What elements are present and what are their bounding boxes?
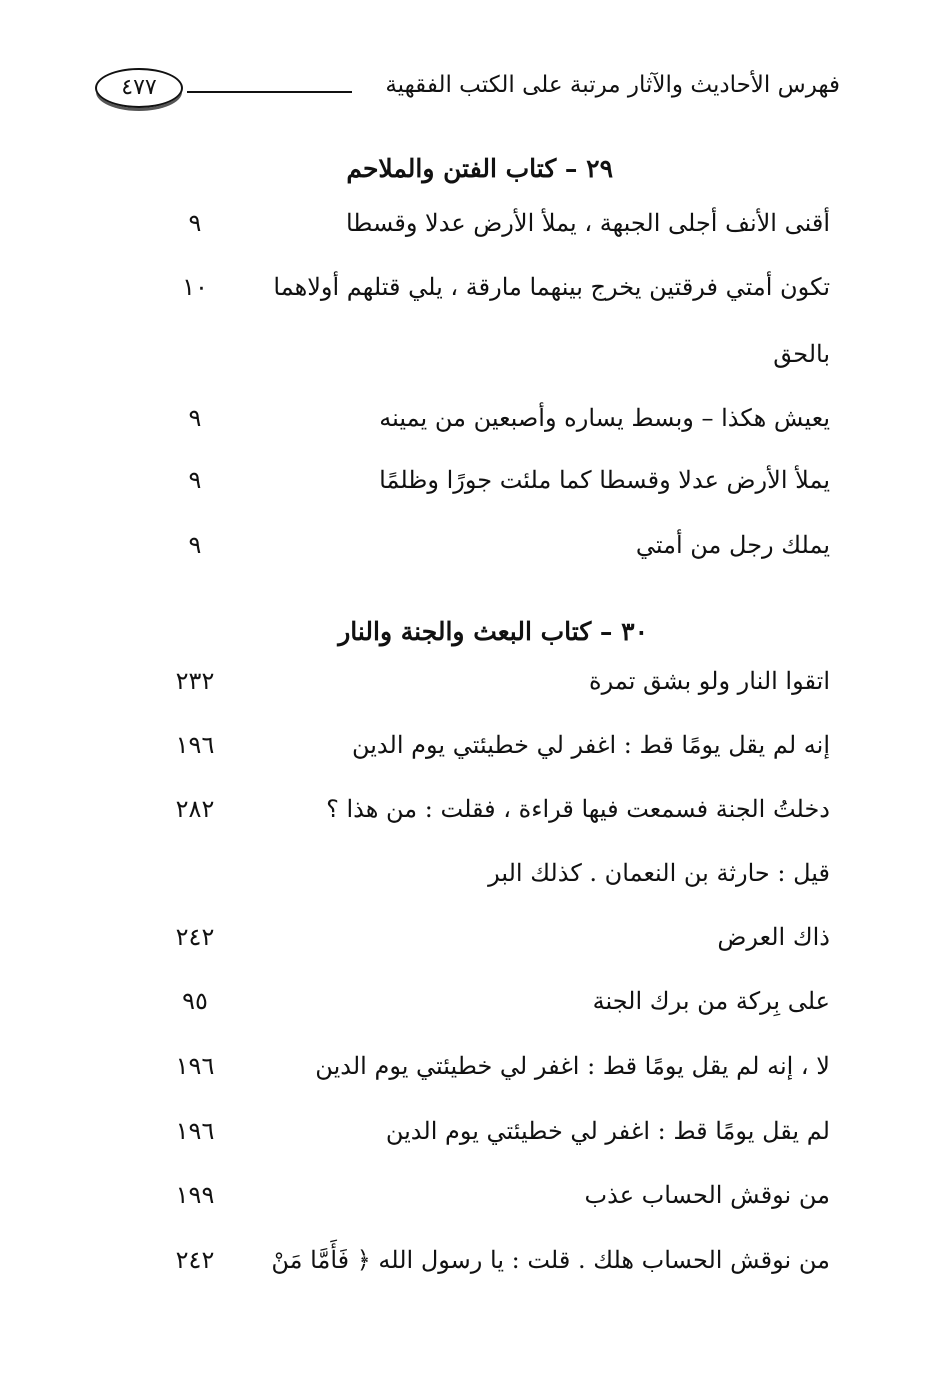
- entry-text: أقنى الأنف أجلى الجبهة ، يملأ الأرض عدلا وقسطا: [345, 209, 830, 237]
- entry-page-ref: ١٩٦: [175, 1052, 215, 1080]
- entry-page-ref: ١٠: [182, 273, 208, 301]
- entry-page-ref: ١٩٩: [175, 1181, 215, 1209]
- entry-text: ذاك العرض: [717, 923, 830, 951]
- entry-text: تكون أمتي فرقتين يخرج بينهما مارقة ، يلي قتلهم أولاهما: [273, 273, 830, 301]
- index-entry: [150, 340, 830, 384]
- entry-page-ref: ١٩٦: [175, 1117, 215, 1145]
- entry-text: يملأ الأرض عدلا وقسطا كما ملئت جورًا وظلمًا: [379, 466, 830, 494]
- index-entry: [150, 667, 830, 711]
- entry-page-ref: ١٩٦: [175, 731, 215, 759]
- page-number-badge: ٤٧٧: [95, 68, 183, 108]
- entry-text: يملك رجل من أمتي: [635, 531, 830, 559]
- entry-page-ref: ٩٥: [182, 987, 208, 1015]
- index-entry: [150, 1052, 830, 1096]
- entry-text: إنه لم يقل يومًا قط : اغفر لي خطيئتي يوم الدين: [351, 731, 830, 759]
- header-rule: [187, 91, 352, 93]
- entry-text: على بِركة من برك الجنة: [592, 987, 830, 1015]
- index-entry: [150, 404, 830, 448]
- index-entry: [150, 795, 830, 839]
- entry-text: يعيش هكذا – وبسط يساره وأصبعين من يمينه: [379, 404, 830, 432]
- entry-text: لا ، إنه لم يقل يومًا قط : اغفر لي خطيئتي يوم الدين: [315, 1052, 830, 1080]
- running-header: [95, 66, 840, 116]
- entry-text: قيل : حارثة بن النعمان . كذلك البر: [488, 859, 830, 887]
- header-title: فهرس الأحاديث والآثار مرتبة على الكتب الفقهية: [385, 72, 840, 98]
- entry-text: اتقوا النار ولو بشق تمرة: [589, 667, 830, 695]
- entry-text: بالحق: [773, 340, 830, 368]
- section-heading-fitan: ٢٩ – كتاب الفتن والملاحم: [346, 154, 613, 183]
- entry-page-ref: ٢٤٢: [175, 1246, 215, 1274]
- entry-page-ref: ٢٤٢: [175, 923, 215, 951]
- entry-text: من نوقش الحساب هلك . قلت : يا رسول الله ﴿ فَأَمَّا مَنْ: [271, 1246, 830, 1274]
- entry-page-ref: ٩: [188, 466, 202, 494]
- index-entry: [150, 923, 830, 967]
- entry-text: لم يقل يومًا قط : اغفر لي خطيئتي يوم الدين: [385, 1117, 830, 1145]
- index-entry: [150, 531, 830, 575]
- entry-text: من نوقش الحساب عذب: [584, 1181, 830, 1209]
- index-entry: [150, 1246, 830, 1290]
- index-entry: [150, 1181, 830, 1225]
- index-entry: [150, 273, 830, 317]
- entry-page-ref: ٩: [188, 531, 202, 559]
- entry-page-ref: ٢٨٢: [175, 795, 215, 823]
- entry-page-ref: ٩: [188, 209, 202, 237]
- index-entry: [150, 859, 830, 903]
- section-heading-baath: ٣٠ – كتاب البعث والجنة والنار: [338, 617, 648, 646]
- index-entry: [150, 987, 830, 1031]
- index-entry: [150, 731, 830, 775]
- index-entry: [150, 466, 830, 510]
- index-entry: [150, 209, 830, 253]
- entry-page-ref: ٩: [188, 404, 202, 432]
- entry-page-ref: ٢٣٢: [175, 667, 215, 695]
- entry-text: دخلتُ الجنة فسمعت فيها قراءة ، فقلت : من هذا ؟: [326, 795, 830, 823]
- index-entry: [150, 1117, 830, 1161]
